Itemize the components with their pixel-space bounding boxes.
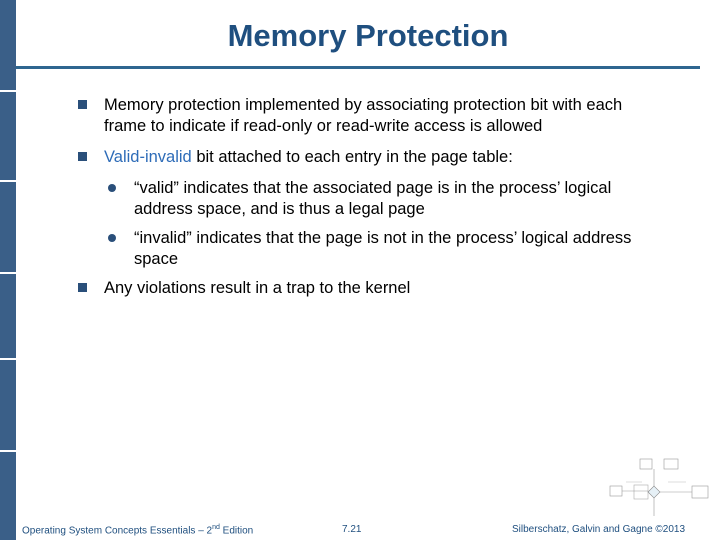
bullet-item (78, 95, 638, 137)
sub-bullet-item (108, 228, 638, 270)
footer-book: Operating System Concepts Essentials – 2nd Edition (22, 524, 254, 537)
square-bullet-icon (78, 100, 87, 109)
sidebar-decoration (0, 0, 16, 540)
sidebar-segment (0, 92, 16, 180)
round-bullet-icon (108, 234, 116, 242)
bullet-text: bit attached to each entry in the page table: (191, 148, 513, 166)
bullet-list (78, 95, 638, 309)
sub-bullet-item (108, 178, 638, 220)
footer-page-number: 7.21 (342, 524, 362, 535)
sidebar-segment (0, 274, 16, 358)
title-divider (16, 66, 700, 69)
square-bullet-icon (78, 152, 87, 161)
sidebar-segment (0, 0, 16, 90)
bullet-item (78, 278, 638, 299)
square-bullet-icon (78, 283, 87, 292)
sidebar-segment (0, 452, 16, 540)
bullet-text: Any violations result in a trap to the kernel (104, 279, 411, 297)
slide-title: Memory Protection (227, 18, 509, 53)
highlight-term: Valid-invalid (104, 148, 192, 166)
bullet-item (78, 147, 638, 168)
diagram-thumbnail (606, 456, 712, 522)
footer-copyright: Silberschatz, Galvin and Gagne ©2013 (512, 524, 686, 535)
sub-bullet-text: “invalid” indicates that the page is not in the process’ logical address space (134, 229, 632, 268)
sidebar-segment (0, 360, 16, 450)
bullet-text: Memory protection implemented by associating protection bit with each frame to indicate if read-only or read-write access is allowed (104, 96, 623, 135)
round-bullet-icon (108, 184, 116, 192)
sidebar-segment (0, 182, 16, 272)
sub-bullet-text: “valid” indicates that the associated page is in the process’ logical address space, and is thus a legal page (134, 179, 612, 218)
